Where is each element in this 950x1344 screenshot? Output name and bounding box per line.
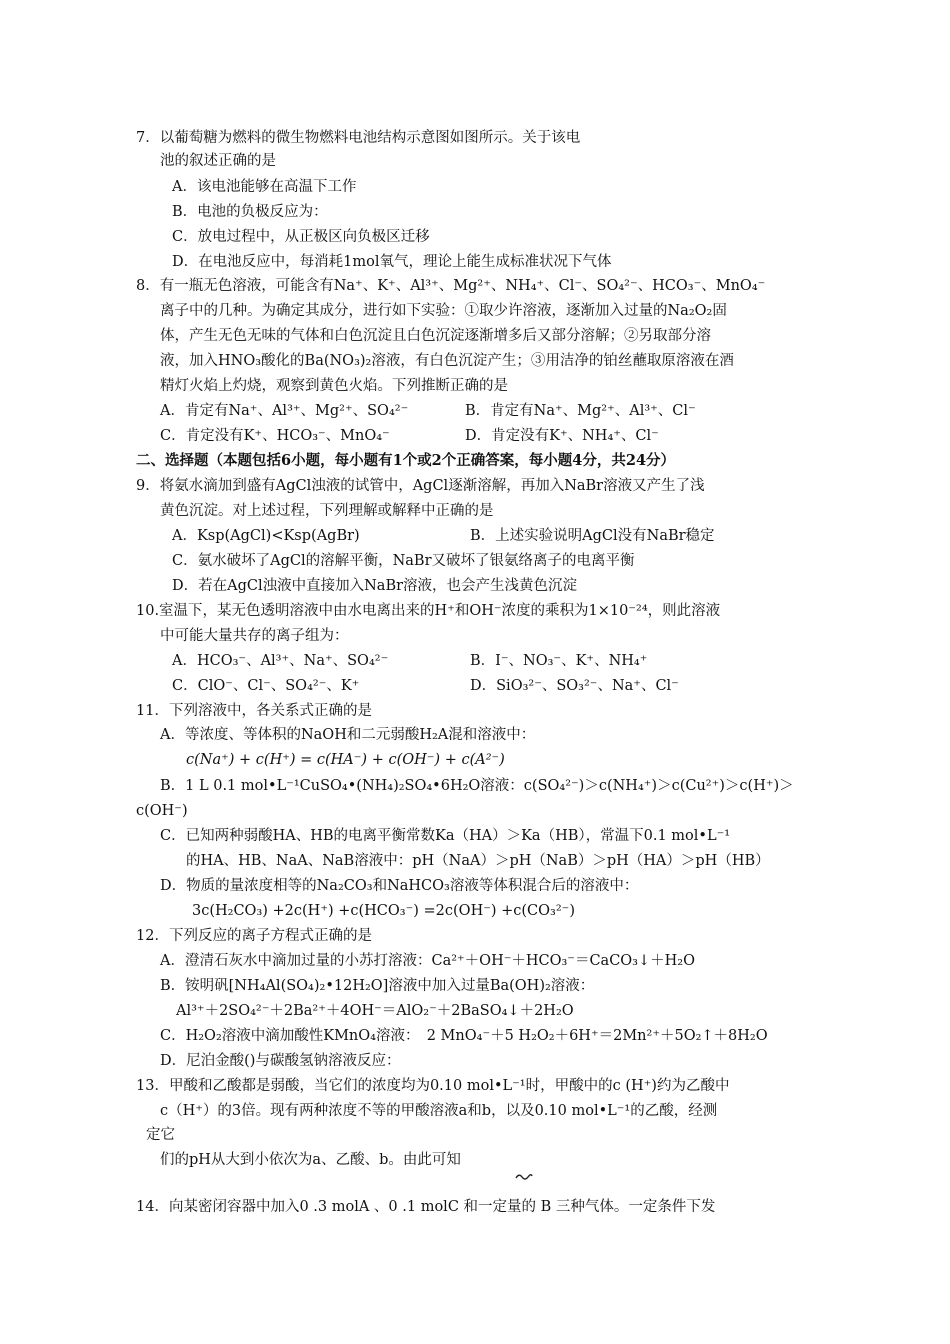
q12-option-c: C．H₂O₂溶液中滴加酸性KMnO₄溶液： 2 MnO₄⁻＋5 H₂O₂＋6H⁺＝2Mn²⁺＋5O₂↑＋8H₂O	[160, 1028, 768, 1044]
q10-line-2: 中可能大量共存的离子组为：	[160, 628, 349, 644]
q7-option-a: A．该电池能够在高温下工作	[172, 179, 357, 195]
q12-line-1: 12．下列反应的离子方程式正确的是	[136, 928, 372, 944]
q12-option-d: D．尼泊金酸()与碳酸氢钠溶液反应：	[160, 1053, 401, 1069]
q8-option-c: C．肯定没有K⁺、HCO₃⁻、MnO₄⁻	[160, 428, 390, 444]
q14-line-1: 14．向某密闭容器中加入0 .3 molA 、0 .1 molC 和一定量的 B 三种气体。一定条件下发	[136, 1199, 716, 1215]
q8-option-d: D．肯定没有K⁺、NH₄⁺、Cl⁻	[465, 428, 659, 444]
q8-line-5: 精灯火焰上灼烧，观察到黄色火焰。下列推断正确的是	[160, 378, 508, 394]
q9-line-2: 黄色沉淀。对上述过程，下列理解或解释中正确的是	[160, 503, 494, 519]
q12-option-b-equation: Al³⁺＋2SO₄²⁻＋2Ba²⁺＋4OH⁻＝AlO₂⁻＋2BaSO₄↓＋2H₂O	[176, 1003, 574, 1019]
q9-line-1: 9．将氨水滴加到盛有AgCl浊液的试管中，AgCl逐渐溶解，再加入NaBr溶液又产生了浅	[136, 478, 705, 494]
q11-option-d: D．物质的量浓度相等的Na₂CO₃和NaHCO₃溶液等体积混合后的溶液中：	[160, 878, 639, 894]
q9-option-a: A．Ksp(AgCl)<Ksp(AgBr)	[172, 528, 360, 544]
q11-option-b: B．1 L 0.1 mol•L⁻¹CuSO₄•(NH₄)₂SO₄•6H₂O溶液：c(SO₄²⁻)＞c(NH₄⁺)＞c(Cu²⁺)＞c(H⁺)＞	[160, 778, 794, 794]
q9-option-c: C．氨水破坏了AgCl的溶解平衡，NaBr又破坏了银氨络离子的电离平衡	[172, 553, 635, 569]
q8-line-3: 体，产生无色无味的气体和白色沉淀且白色沉淀逐渐增多后又部分溶解；②另取部分溶	[160, 328, 711, 344]
q7-option-d: D．在电池反应中，每消耗1mol氧气，理论上能生成标准状况下气体	[172, 254, 612, 270]
q12-option-a: A．澄清石灰水中滴加过量的小苏打溶液：Ca²⁺＋OH⁻＋HCO₃⁻＝CaCO₃↓＋H₂O	[160, 953, 695, 969]
q8-line-2: 离子中的几种。为确定其成分，进行如下实验：①取少许溶液，逐渐加入过量的Na₂O₂固	[160, 303, 727, 319]
q10-option-a: A．HCO₃⁻、Al³⁺、Na⁺、SO₄²⁻	[172, 653, 389, 669]
q8-line-4: 液，加入HNO₃酸化的Ba(NO₃)₂溶液，有白色沉淀产生；③用洁净的铂丝蘸取原溶液在酒	[160, 353, 734, 369]
q11-option-d-formula: 3c(H₂CO₃) +2c(H⁺) +c(HCO₃⁻) =2c(OH⁻) +c(CO₃²⁻)	[192, 903, 575, 919]
q10-option-b: B．I⁻、NO₃⁻、K⁺、NH₄⁺	[470, 653, 648, 669]
q13-line-4: 们的pH从大到小依次为a、乙酸、b。由此可知	[160, 1152, 461, 1168]
q11-line-1: 11．下列溶液中，各关系式正确的是	[136, 703, 372, 719]
q11-option-c-cont: 的HA、HB、NaA、NaB溶液中：pH（NaA）＞pH（NaB）＞pH（HA）＞pH（HB）	[186, 853, 770, 869]
q8-option-a: A．肯定有Na⁺、Al³⁺、Mg²⁺、SO₄²⁻	[160, 403, 409, 419]
q11-option-b-cont: c(OH⁻)	[136, 803, 188, 819]
q7-option-c: C．放电过程中，从正极区向负极区迁移	[172, 229, 430, 245]
q13-line-2: c（H⁺）的3倍。现有两种浓度不等的甲酸溶液a和b，以及0.10 mol•L⁻¹的乙酸，经测	[160, 1103, 718, 1119]
q7-line-1: 7．以葡萄糖为燃料的微生物燃料电池结构示意图如图所示。关于该电	[136, 130, 581, 146]
section-heading: 二、选择题（本题包括6小题，每小题有1个或2个正确答案，每小题4分，共24分）	[136, 452, 676, 469]
squiggle-mark-icon	[515, 1172, 533, 1182]
q9-option-d: D．若在AgCl浊液中直接加入NaBr溶液，也会产生浅黄色沉淀	[172, 578, 578, 594]
q12-option-b: B．铵明矾[NH₄Al(SO₄)₂•12H₂O]溶液中加入过量Ba(OH)₂溶液：	[160, 978, 595, 994]
q7-option-b: B．电池的负极反应为：	[172, 204, 328, 220]
q7-line-2: 池的叙述正确的是	[160, 153, 276, 169]
q11-option-a: A．等浓度、等体积的NaOH和二元弱酸H₂A混和溶液中：	[160, 727, 536, 743]
q10-option-d: D．SiO₃²⁻、SO₃²⁻、Na⁺、Cl⁻	[470, 678, 679, 694]
q13-line-1: 13．甲酸和乙酸都是弱酸，当它们的浓度均为0.10 mol•L⁻¹时，甲酸中的c (H⁺)约为乙酸中	[136, 1078, 730, 1094]
q9-option-b: B．上述实验说明AgCl没有NaBr稳定	[470, 528, 715, 544]
q8-option-b: B．肯定有Na⁺、Mg²⁺、Al³⁺、Cl⁻	[465, 403, 696, 419]
q11-option-a-formula: c(Na⁺) + c(H⁺) = c(HA⁻) + c(OH⁻) + c(A²⁻)	[186, 752, 505, 768]
q10-option-c: C．ClO⁻、Cl⁻、SO₄²⁻、K⁺	[172, 678, 360, 694]
q11-option-c: C．已知两种弱酸HA、HB的电离平衡常数Ka（HA）＞Ka（HB），常温下0.1 mol•L⁻¹	[160, 828, 731, 844]
q8-line-1: 8．有一瓶无色溶液，可能含有Na⁺、K⁺、Al³⁺、Mg²⁺、NH₄⁺、Cl⁻、SO₄²⁻、HCO₃⁻、MnO₄⁻	[136, 278, 766, 294]
q10-line-1: 10.室温下，某无色透明溶液中由水电离出来的H⁺和OH⁻浓度的乘积为1×10⁻²⁴，则此溶液	[136, 603, 721, 619]
q13-line-3: 定它	[146, 1127, 175, 1143]
